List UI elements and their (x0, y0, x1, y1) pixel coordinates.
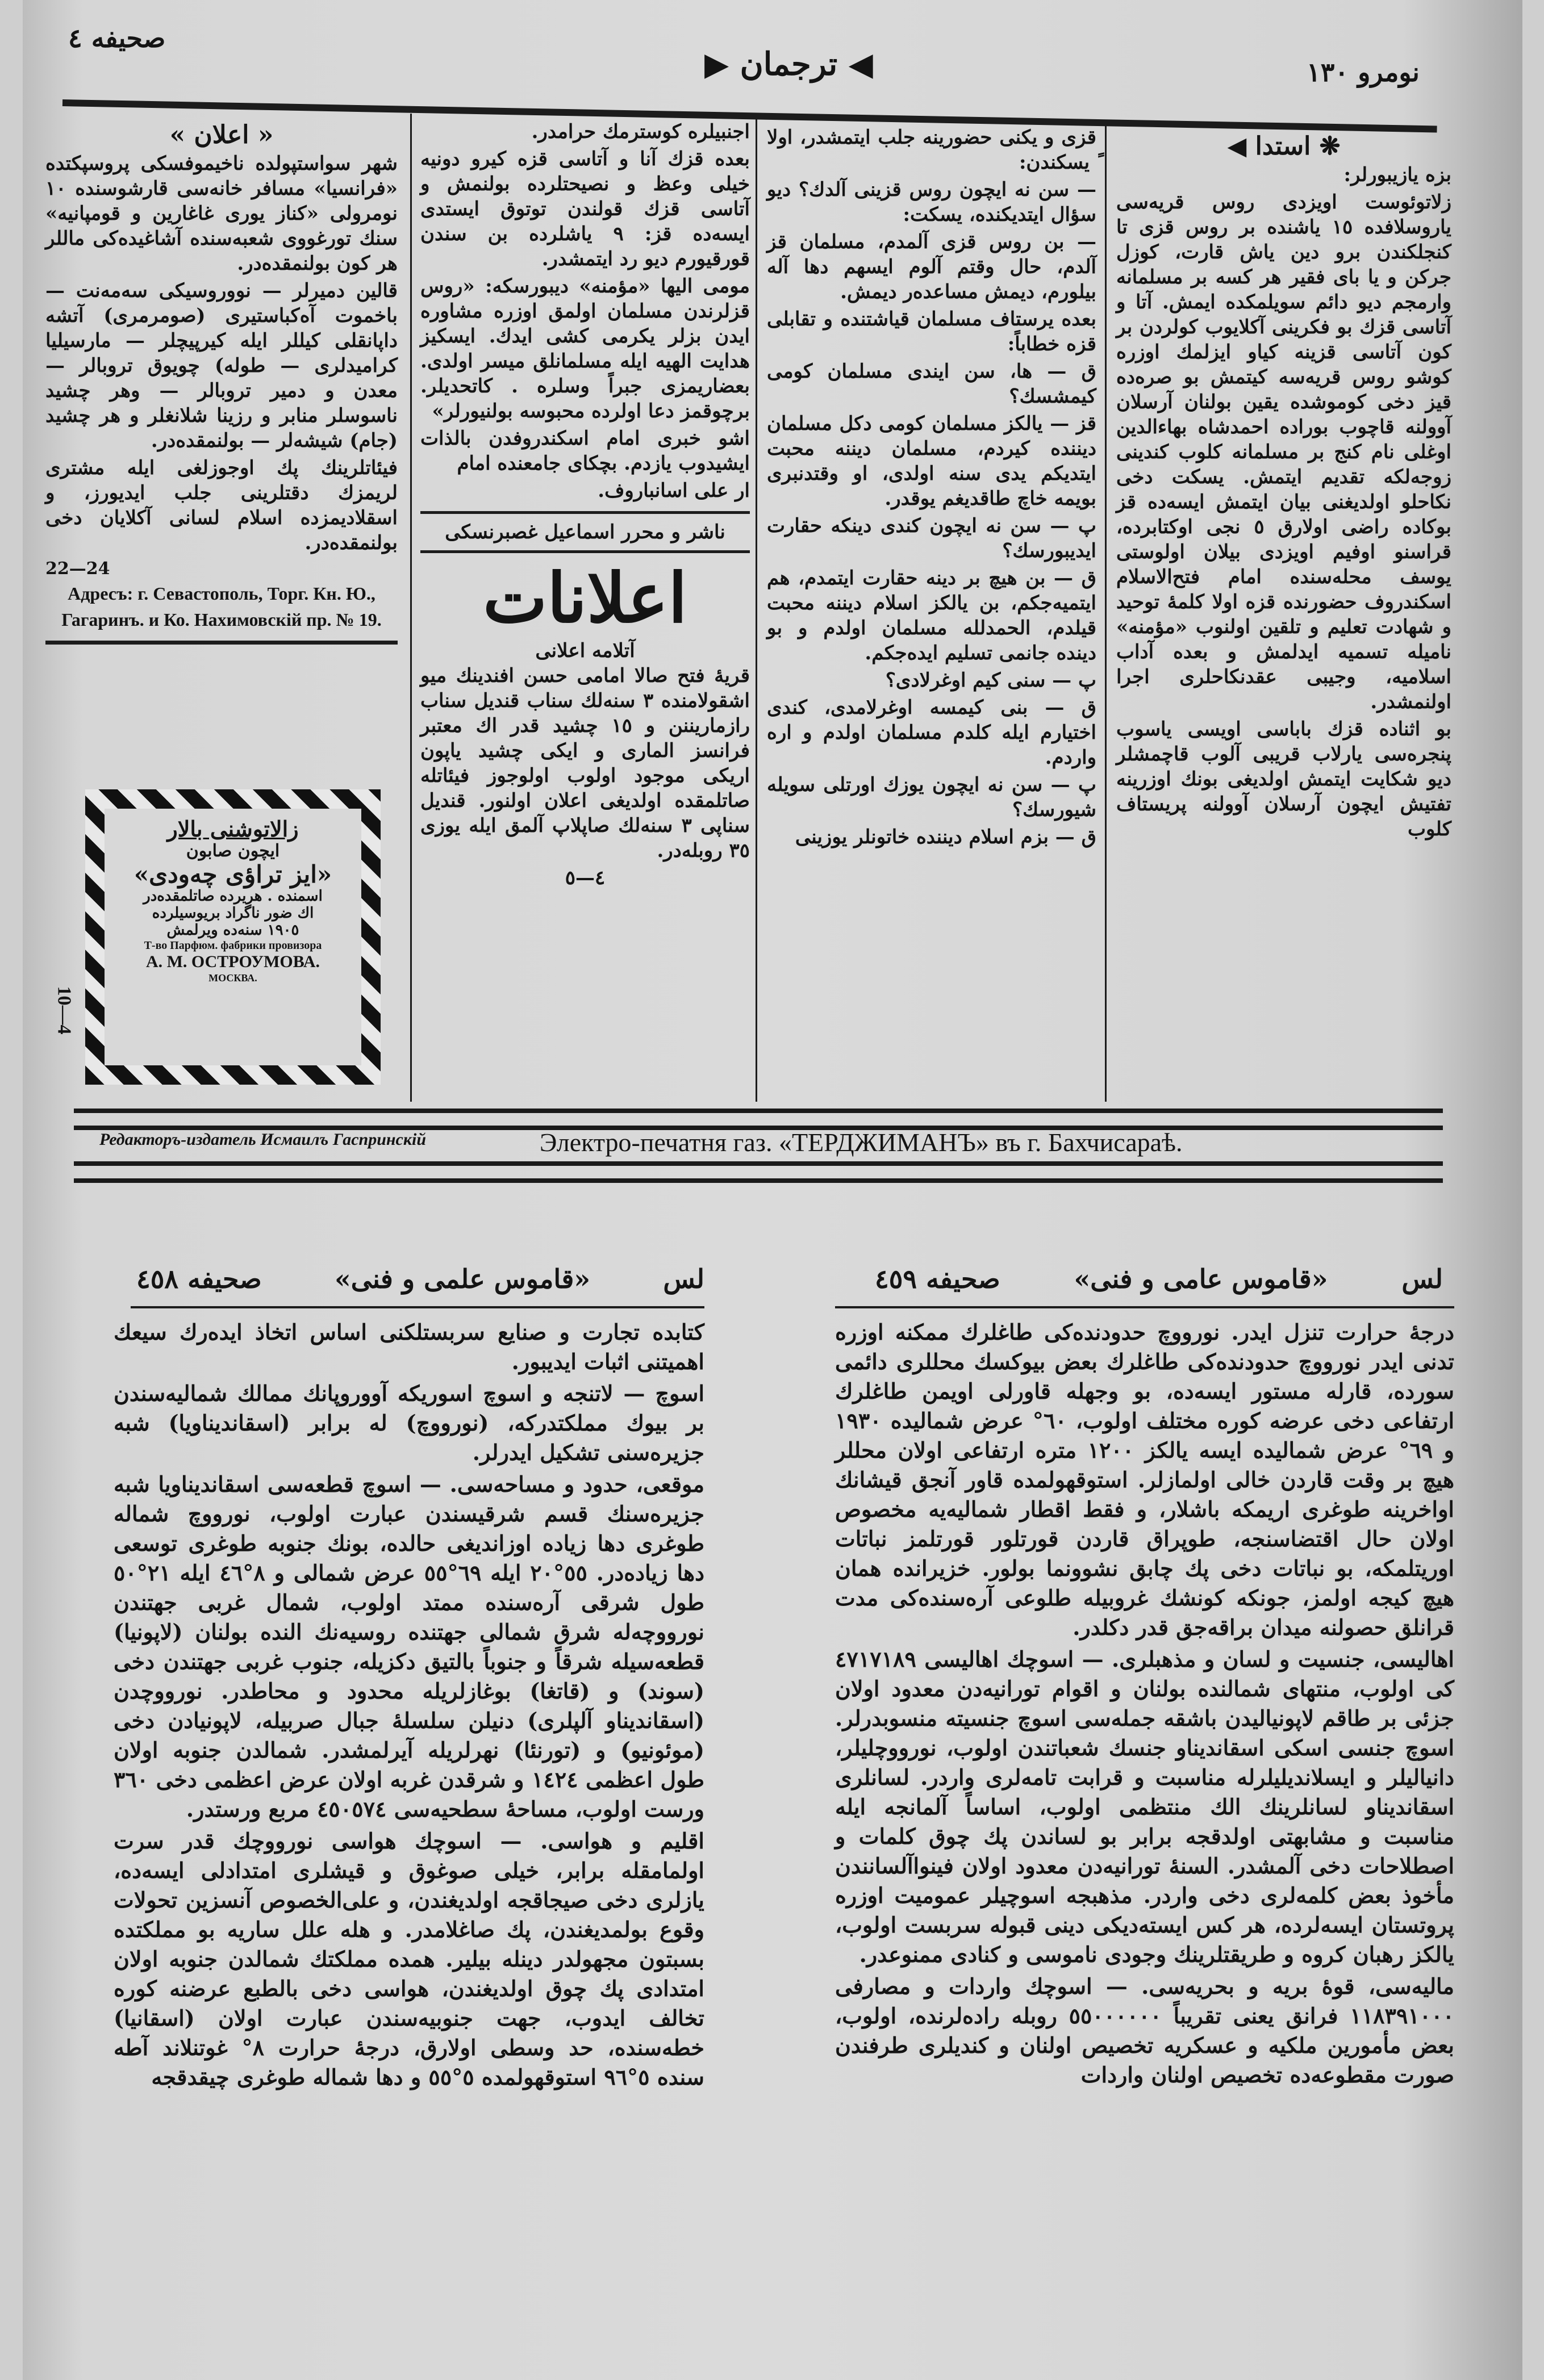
soap-ad-ru: А. М. ОСТРОУМОВА. (145, 952, 320, 972)
article-paragraph: اجنبیلره کوسترمك حرامدر. (531, 120, 750, 143)
footer-rule-bottom (74, 1161, 1443, 1183)
publisher-line: ناشر و محرر اسماعیل غصبرنسکی (445, 521, 725, 543)
article-heading: ❋ استدا ◀ (1227, 132, 1341, 161)
masthead-title: ◀ ترجمان ▶ (704, 45, 873, 83)
article-paragraph: موقعی، حدود و مساحه‌سی. — اسوچ قطعه‌سی اسقاندیناویا شبه جزیره‌سنك قسم شرقیسندن عبارت اولوب، نورووچ شماله طوغری دها زیاده اوزاندیغی حالده، بونك جنوبه طوغری توسعی دها زیاده‌در. ٥٥°٢٠ ایله ٦٩°٥٥ عرض شمالی و ٨°٤٦ ایله ٢١°٥٠ طول شرقی آره‌سنده ممتد اولوب، شمال غربی جهتندن نورووچه‌له شرق شمالی جهتنده روسیه‌نك النده بولنان (لاپونیا) قطعه‌سیله شرقاً و جنوباً بالتیق دکزیله، جنوب غربی جهتندن دخی (سوند) و (قاتغا) بوغازلریله محدود و محاطدر. نورووچدن (اسقاندیناو آلپلری) دنیلن سلسلهٔ جبال صربیله، لاپونیادن دخی (موئونیو) و (تورنئا) نهرلریله آیرلمشدر. شمالدن جنوبه اولان طول اعظمی ١٤٢٤ و شرقدن غربه اولان عرض اعظمی دخی ٣٦٠ ورست اولوب، مساحهٔ سطحیه‌سی ٤٥٠٥٧٤ مربع ورستدر. (114, 1471, 705, 1822)
article-column-2 (420, 119, 750, 890)
article-paragraph: زلاتوئوست اویزدی روس قریه‌سی یاروسلافده ١٥ یاشنده بر روس قزی تا کنجلکندن برو دین یاش قارت، کوزل جرکن و یا بای فقیر هر کسه بر مسلمانه وارمجم دیو دائم سویلمکده ایمش. آتا و آتاسی قزك بو فکرینی آکلایوب کولردن بر کون آتاسی قزینه کیاو ایزلمك اوزره کوشو روس قریه‌سه کیتمش بو صره‌ده قیز دخی کوموشده یقین بولنان آرسلان آوولنه قاچوب بوراده احمدشاه بهاءالدین اوغلی نام کنج بر مسلمانه کلوب کندینی زوجه‌لکه تقدیم ایتمش. یسکت دخی نکاحلو اولدیغنی بیان ایتمش ایسه‌ده قز بوکاده راضی او‌لارق ٥ نجی اوکتابرده، قراسنو اوفیم اویزدی بیلان اولوستی یوسف محله‌سنده امام فتح‌الاسلام اسکندروف حضورنده قزه اولا کلمهٔ توحید و شهادت تعلیم و تلقین اولنوب «مؤمنه» نامیله تسمیه ایدلمش و بعده آداب اسلامیه، وجیبی عقدنکاحلری اجرا اولنمشدر. (1116, 191, 1451, 713)
article-paragraph: ق — بن هیچ بر دینه حقارت ایتمدم، هم ایتمیه‌جکم، بن یالکز اسلام دیننه محبت قیلدم، الحمدلله مسلمان اولدم و بو دینده جانمی تسلیم ایده‌جکم. (767, 567, 1096, 664)
article-paragraph: اقلیم و هواسی. — اسوچك هواسی نورووچك قدر سرت اولمامقله برابر، خیلی صوغوق و قیشلری امتدادلی ایسه‌ده، یازلری دخی صیجاقجه اولدیغندن، و علی‌الخصوص آنسزین تحولات وقوع بولمدیغندن، پك صاغلامدر. و هله علل ساریه بو مملکتده بسبتون مجهولدر دینله بیلیر. همده مملکتك شمالدن جنوبه اولان امتدادی پك چوق اولدیغندن، هواسی دخی بالطبع عرضنه کوره تخالف ایدوب، جهت جنوبیه‌سندن عبارت اولان (اسقانیا) خطه‌سنده، حد وسطی اولارق، درجهٔ حرارت ٨° غوتنلاند آطه سنده ٥°٩٦ استوقهولمده ٥°٥٥ و دها شماله طوغری چیقدقجه (114, 1828, 704, 2090)
article-paragraph: بعده یرستاف مسلمان قیاشتنده و تقابلی قزه خطاباً: (767, 308, 1096, 355)
divider-rule (45, 641, 398, 645)
ad-heading: « اعلان » (169, 120, 274, 149)
header-rule (131, 1306, 704, 1308)
announcement-subheading: آتلامه اعلانی (535, 639, 635, 662)
article-paragraph: اسوچ — لاتنجه و اسوچ اسوریکه آووروپانك ممالك شمالیه‌سندن بر بیوك مملکتدرکه، (نورووچ) له برابر (اسقاندیناویا) شبه جزیره‌سنی تشکیل ایدرلر. (114, 1381, 704, 1465)
article-paragraph: پ — سن نه ایچون کندی دینکه حقارت ایدیبورسك؟ (767, 515, 1096, 562)
article-paragraph: پ — سنی کیم اوغرلادی؟ (885, 669, 1096, 692)
masthead-text: ترجمان (740, 45, 838, 83)
soap-ad-line: ١٩٠٥ سنه‌ده ویرلمش (166, 922, 299, 939)
soap-ad-code: 10—4 (53, 986, 75, 1035)
right-page-body (835, 1317, 1454, 2092)
article-column-3 (767, 125, 1096, 852)
article-column-4 (1116, 131, 1451, 844)
ad-paragraph: فیئاتلرینك پك اوجوزلغی ایله مشتری لریمزك دقتلرینی جلب ایدیورز، و اسقلادیمزده اسلام لسانی آکلایان دخی بولنمقده‌در. (45, 457, 398, 554)
ad-code: 22—24 (45, 559, 110, 579)
header-letters: لس (663, 1264, 704, 1294)
article-paragraph: اهالیسی، جنسیت و لسان و مذهبلری. — اسوچك اهالیسی ٤٧١٧١٨٩ کی اولوب، منتهای شمالنده بولنان و اقوام تورانیه‌دن معدود اولان جزئی بر طاقم لاپونیالیدن باشقه جمله‌سی اسوچ جنسیته منسوبدرلر. اسوچ جنسی اسکی اسقاندیناو جنسك شعباتندن اولوب، نورووچلیلر، دانیالیلر و ایسلاندیلیلرله مناسبت و قرابت تامه‌لری واردر. لسانلری اسقاندیناو لسانلرینك الك منتظمی اولوب، اساساً آلمانجه ایله مناسبت و مشابهتی اولدقجه برابر بو لساندن پك چوق کلمات و اصطلاحات دخی آلمشدر. السنهٔ تورانیه‌دن معدود اولان فینواآلسانندن مأخوذ بعض کلمه‌لری دخی واردر. مذهبجه اسوچیلر عموميت اوزره پروتستان ایسه‌لرده، هر کس ایسته‌دیکی دینی قبوله سربست اولوب، یالکز رهبان کروه و طریقتلرینك وجودی ناموسی و کنادی ممنوعدر. (835, 1646, 1454, 1967)
column-divider (756, 119, 757, 1102)
article-paragraph: — بن روس قزی آلمدم، مسلمان قز آلدم، حال وقتم آلوم ایسهم دها آله بیلورم، دیمش مساعده‌ر دیمش. (767, 231, 1096, 303)
left-page-body (114, 1317, 704, 2094)
soap-ad-ru: Т-во Парфюм. фабрики провизора (144, 939, 322, 952)
soap-advertisement (85, 789, 381, 1085)
announcement-text: قریهٔ فتح صالا امامی حسن افندینك میو اشقولامنده ٣ سنه‌لك سناب قندیل سناب رازماریننن و ١٥ چشید قدر اك معتبر فرانسز الماری و ایکی چشید یاپون اریکی موجود اولوب اولوجوز فیئاتله صاتلمقده اولدیغی اعلان اولنور. قندیل سناپی ٣ سنه‌لك صاپلاپ آلمق ایله یوزی ٣٥ روبله‌در. (420, 664, 750, 862)
ad-heading-text: اعلان (194, 120, 249, 149)
soap-ad-content (112, 817, 353, 1057)
announcements-title: اعلانات (483, 558, 687, 638)
soap-ad-line: زالاتوشنی بالار (167, 816, 299, 842)
ad-paragraph: شهر سواستپولده ناخیموفسکی پروسپکتده «فرانسیا» مسافر خانه‌سی قارشوسنده ١٠ نومرولی «کناز یوری غاغارین و قومپانیه» سنك تورغووی شعبه‌سنده آشاغیده‌کی ماللر هر کون بولنمقده‌در. (45, 152, 398, 275)
ad-column (45, 119, 398, 778)
article-paragraph: درجهٔ حرارت تنزل ایدر. نورووچ حدودنده‌کی طاغلرك ممکنه اوزره تدنی ایدر نورووچ حدودنده‌کی طاغلرك بعض بیوکسك محللری دائمی سورده، قارله مستور ایسه‌ده، بو وجهله قاورلی اویمن طاغلرك ارتفاعی دخی عرضه کوره مختلف اولوب، ٦٠° عرض شمالیده ١٩٣٠ و ٦٩° عرض شمالیده ایسه یالکز ١٢٠٠ متره ارتفاعی اولان محللر هیچ بر وقت قاردن خالی اولمازلر. استوقهولمده قاور آنجق قیشانك اواخرینه طوغری اریمکه باشلار، و فقط اقطار شمالیه‌یه مخصوص اولان حال اقتضاسنجه، طوپراق قاردن قورتلور قورتلمز نباتات اوریتلمکه، بو نباتات دخی پك چابق نشوونما بولور. خزیرانده همان هیچ کیجه اولمز، جونکه کونشك غروبیله طلوعی آره‌سنده‌کی مدت قرانلق حصولنه میدان براقه‌جق قدر دکلدر. (835, 1319, 1455, 1640)
ad-paragraph: قالین دمیرلر — نووروسیکی سه‌مه‌نت — باخموت آه‌کباستیری (صومرمری) آتشه داپانقلی کیللر ایله کیرپیچلر — مارسیلیا کرامیدلری — طوله) چویوق تروبالر — معدن و دمیر تروبالر — وهر چشید ناسوسلر منابر و رزینا شلانغلر و هر چشید (جام) شیشه‌لر — بولنمقده‌در. (45, 279, 398, 452)
column-divider (1105, 125, 1107, 1102)
article-paragraph: مومی الیها «مؤمنه» دیبورسكه: «روس قزلرندن مسلمان اولمق اوزره مشاوره ایدن بزلر یکرمی کشی ایدك. ایسکیز هدایت الهیه ایله مسلمانلق میسر اولدی. بعضاریمزی جبراً وسلره . کاتحدیلر. برچوقمز دعا اولرده محبوسه بولنیورلر» (420, 275, 750, 423)
editor-credit: Редакторъ-издатель Исмаилъ Гаспринскій (99, 1130, 427, 1149)
soap-ad-ru: МОСКВА. (208, 972, 257, 984)
soap-ad-brand: «ایز تراؤی چه‌ودی» (133, 860, 332, 889)
header-rule (835, 1306, 1454, 1308)
article-paragraph: بعده قزك آنا و آتاسی قزه کیرو دونیه خیلی وعظ و نصیحتلرده بولنمش و آتاسی قزك قولندن توتوق ایستدی ایسه‌ده قز: ٩ یاشلرده بن سندن قورقیورم دیو رد ایتمشدر. (420, 148, 750, 270)
column-divider (410, 114, 412, 1102)
printing-credit: Электро-печатня газ. «ТЕРДЖИМАНЪ» въ г. Бахчисараѣ. (540, 1128, 1183, 1157)
soap-ad-line: اسمنده . هریرده صاتلمقده‌در (143, 888, 323, 905)
article-paragraph: — سن نه ایچون روس قزینی آلدك؟ دیو سؤال ایتدیکنده، یسکت: (767, 178, 1096, 226)
page-number-label: صحیفه ٤٥٩ (875, 1264, 1000, 1294)
article-paragraph: بو اثناده قزك باباسی اویسی یاسوب پنجره‌سی یارلاب قریبی آلوب قاچمشلر دیو شکایت ایتمش اولدیغی بونك اوزرینه تفتیش ایچون آرسلان آوولنه پریستاف کلوب (1116, 718, 1451, 840)
article-paragraph: مالیه‌سی، قوهٔ بریه و بحریه‌سی. — اسوچك واردات و مصارفی ١١٨٣٩١٠٠٠ فرانق یعنی تقریباً ٥٥٠٠٠٠٠٠ روبله رادەلرنده، اولوب، بعض مأمورین ملکیه و عسکریه تخصیص اولنان و کندیلری طرفندن صورت مقطوعه‌ده تخصیص اولنان واردات (835, 1973, 1454, 2088)
divider-rule (420, 550, 750, 553)
issue-number: نومرو ١٣٠ (1307, 57, 1420, 87)
article-paragraph: قزی و یکنی حضورینه جلب ایتمشدر، اولا ً یسکندن: (767, 126, 1096, 174)
article-paragraph: اشو خبری امام اسکندروفدن بالذات ایشیدوب یازدم. بچکای جامعنده امام (420, 427, 750, 475)
header-letters: لس (1401, 1264, 1443, 1294)
article-signature: ار علی اسانباروف. (598, 479, 750, 502)
divider-rule (420, 511, 750, 514)
right-page-header (875, 1264, 1443, 1294)
address-line: Адресъ: г. Севастополь, Торг. Кн. Ю., (68, 583, 375, 604)
page-number-label: صحیفه ٤٥٨ (136, 1264, 262, 1294)
article-paragraph: ق — بنی کیمسه اوغرلامدی، کندی اختیارم ایله کلدم مسلمان اولدم و اره واردم. (767, 696, 1096, 769)
address-line: Гагаринъ. и Ко. Нахимовскій пр. № 19. (61, 609, 382, 630)
announcements-section (420, 559, 750, 890)
article-paragraph: بزه یازیبورلر: (1343, 164, 1451, 186)
article-heading-text: استدا (1255, 132, 1311, 161)
left-page-header (136, 1264, 704, 1294)
soap-ad-line: ایچون صابون (186, 840, 280, 861)
article-paragraph: کتابده تجارت و صنایع سربستلکنی اساس اتخاذ ایده‌رك سیعك اهمیتنی اثبات ایدیبور. (114, 1319, 704, 1374)
article-paragraph: ق — ها، سن ایندی مسلمان کومی کیمشسك؟ (767, 360, 1096, 408)
header-title: «قاموس عامی و فنی» (1074, 1264, 1328, 1294)
article-paragraph: قز — یالکز مسلمان کومی دکل مسلمان دیننده کیردم، مسلمان دیننه محبت ایتدیکم یدی سنه اولدی، او وقتدنبری بویمه خاچ طاقدیغم یوقدر. (767, 412, 1096, 510)
announcement-code: ٤—٥ (565, 867, 606, 889)
header-title: «قاموس علمی و فنی» (334, 1264, 591, 1294)
article-paragraph: ق — بزم اسلام دیننده خاتونلر یوزینی (795, 826, 1096, 848)
soap-ad-line: اك ضور ناگراد بریوسیلرده (152, 905, 314, 922)
article-paragraph: پ — سن نه ایچون یوزك اورتلی سویله شیورسك؟ (767, 773, 1096, 821)
page-number-label: صحیفه ٤ (68, 23, 166, 53)
